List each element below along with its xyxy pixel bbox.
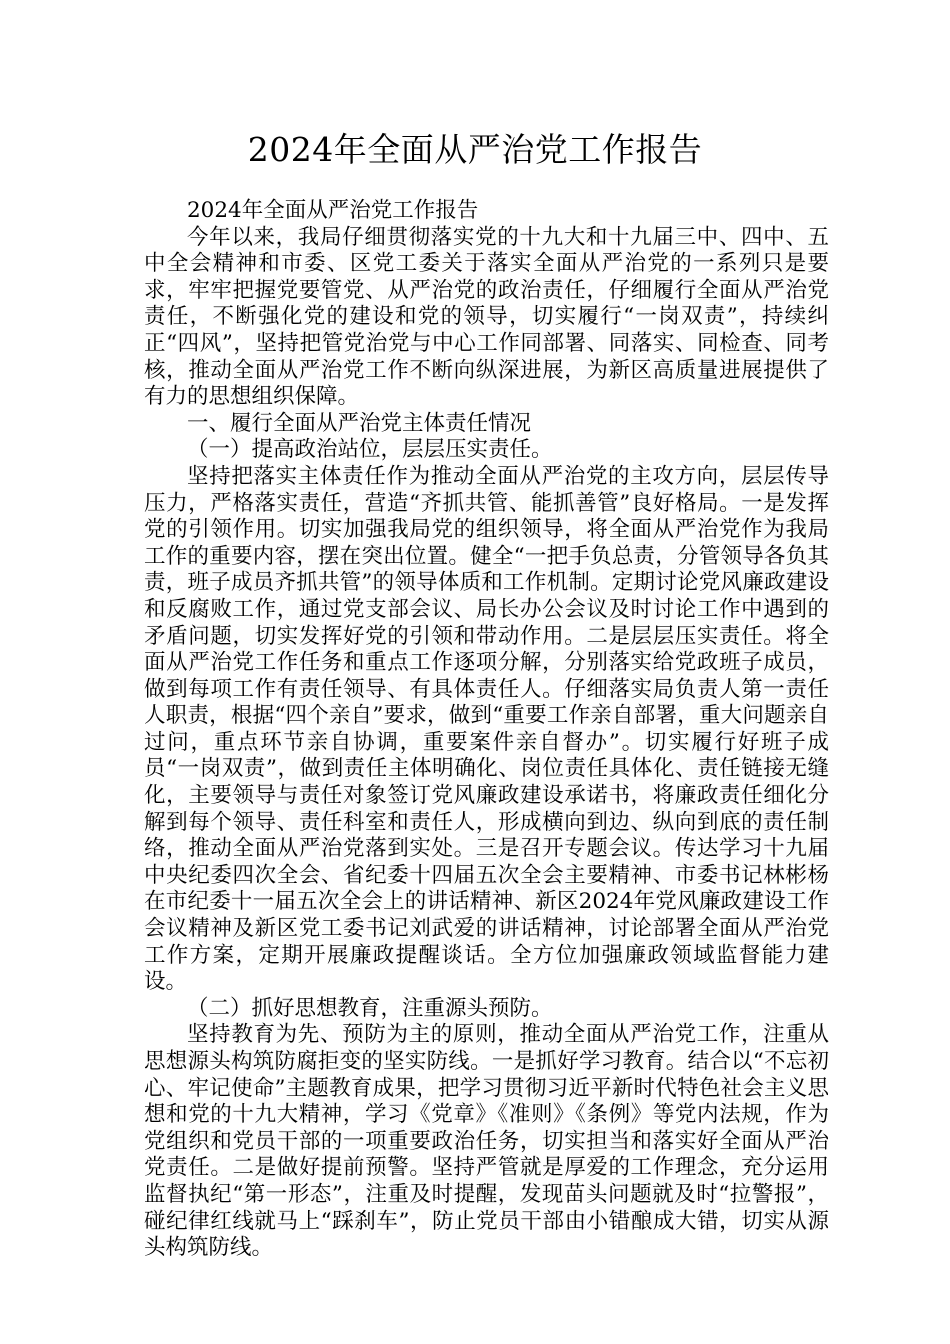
body-paragraph-1: 坚持把落实主体责任作为推动全面从严治党的主攻方向，层层传导压力，严格落实责任，营造“齐抓共管、能抓善管”良好格局。一是发挥党的引领作用。切实加强我局党的组织领导，将全面从严治党作为我局工作的重要内容，摆在突出位置。健全“一把手负总责，分管领导各负其责，班子成员齐抓共管”的领导体质和工作机制。定期讨论党风廉政建设和反腐败工作，通过党支部会议、局长办公会议及时讨论工作中遇到的矛盾问题，切实发挥好党的引领和带动作用。二是层层压实责任。将全面从严治党工作任务和重点工作逐项分解，分别落实给党政班子成员，做到每项工作有责任领导、有具体责任人。仔细落实局负责人第一责任人职责，根据“四个亲自”要求，做到“重要工作亲自部署，重大问题亲自过问，重点环节亲自协调，重要案件亲自督办”。切实履行好班子成员“一岗双责”，做到责任主体明确化、岗位责任具体化、责任链接无缝化，主要领导与责任对象签订党风廉政建设承诺书，将廉政责任细化分解到每个领导、责任科室和责任人，形成横向到边、纵向到底的责任制络，推动全面从严治党落到实处。三是召开专题会议。传达学习十九届中央纪委四次全会、省纪委十四届五次全会主要精神、市委书记林彬杨在市纪委十一届五次全会上的讲话精神、新区2024年党风廉政建设工作会议精神及新区党工委书记刘武爱的讲话精神，讨论部署全面从严治党工作方案，定期开展廉政提醒谈话。全方位加强廉政领域监督能力建设。	[144, 463, 829, 995]
document-body	[144, 198, 829, 1262]
intro-paragraph: 今年以来，我局仔细贯彻落实党的十九大和十九届三中、四中、五中全会精神和市委、区党工委关于落实全面从严治党的一系列只是要求，牢牢把握党要管党、从严治党的政治责任，仔细履行全面从严治党责任，不断强化党的建设和党的领导，切实履行“一岗双责”，持续纠正“四风”，坚持把管党治党与中心工作同部署、同落实、同检查、同考核，推动全面从严治党工作不断向纵深进展，为新区高质量进展提供了有力的思想组织保障。	[144, 224, 829, 410]
subsection-heading-1: （一）提高政治站位，层层压实责任。	[187, 437, 553, 463]
section-heading: 一、履行全面从严治党主体责任情况	[187, 410, 532, 436]
subsection-heading-2: （二）抓好思想教育，注重源头预防。	[187, 995, 553, 1021]
subtitle-paragraph: 2024年全面从严治党工作报告	[187, 198, 479, 223]
document-title: 2024年全面从严治党工作报告	[247, 130, 703, 169]
body-paragraph-2: 坚持教育为先、预防为主的原则，推动全面从严治党工作，注重从思想源头构筑防腐拒变的坚实防线。一是抓好学习教育。结合以“不忘初心、牢记使命”主题教育成果，把学习贯彻习近平新时代特色社会主义思想和党的十九大精神，学习《党章》《准则》《条例》等党内法规，作为党组织和党员干部的一项重要政治任务，切实担当和落实好全面从严治党责任。二是做好提前预警。坚持严管就是厚爱的工作理念，充分运用监督执纪“第一形态”，注重及时提醒，发现苗头问题就及时“拉警报”，碰纪律红线就马上“踩刹车”，防止党员干部由小错酿成大错，切实从源头构筑防线。	[144, 1022, 829, 1261]
